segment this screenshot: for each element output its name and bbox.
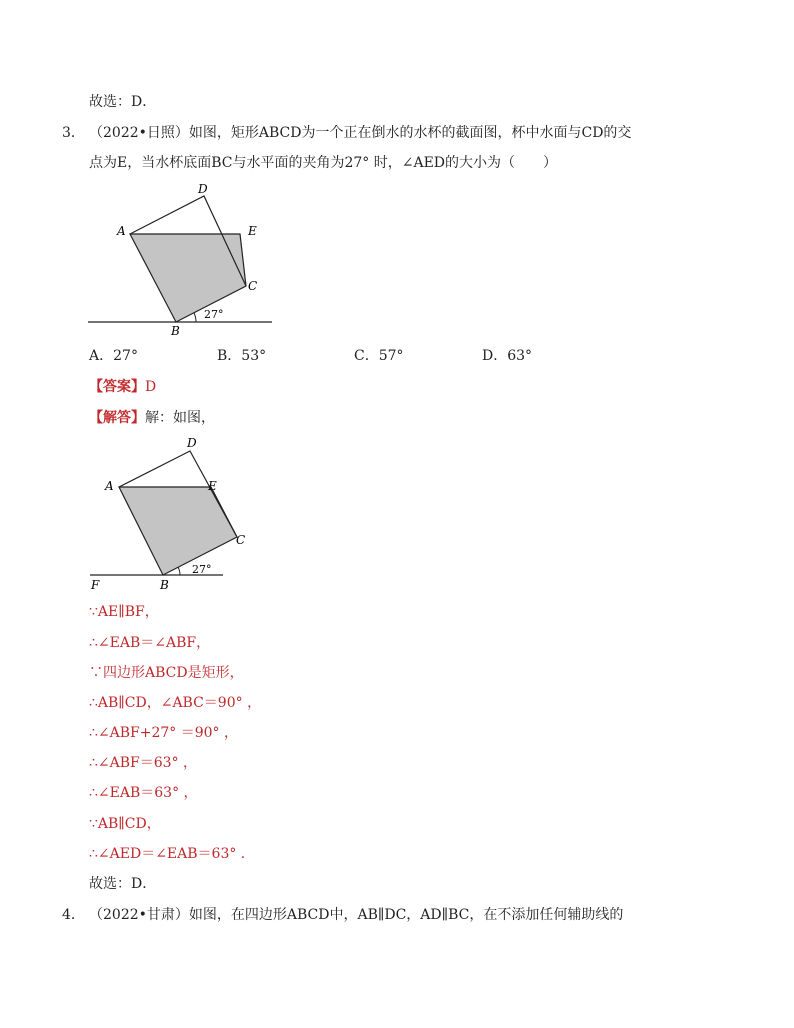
label2-D: D [187,436,197,450]
label-B: B [171,324,180,338]
water-region [130,234,246,322]
question-3-number: 3． [62,125,85,141]
solution-tag: 【解答】 [89,410,145,426]
option-d[interactable]: D．63° [482,348,533,364]
answer-value: D [145,379,157,395]
angle-label-2: 27° [192,563,212,576]
question-3-text-line1: （2022•日照）如图，矩形ABCD为一个正在倒水的水杯的截面图，杯中水面与CD的交 [89,125,632,141]
solution-line [89,408,215,428]
label2-B: B [160,578,169,592]
label2-C: C [236,533,246,547]
label2-E: E [208,479,217,493]
step-9: ∴∠AED＝∠EAB＝63° ． [89,846,255,862]
step-3: ∵四边形ABCD是矩形， [89,665,244,681]
step-6: ∴∠ABF＝63° ， [89,755,198,771]
option-a[interactable]: A．27° [89,348,138,364]
previous-answer-choice: 故选：D． [89,94,157,110]
step-7: ∴∠EAB＝63° ， [89,785,198,801]
final-choice: 故选：D． [89,876,157,892]
answer-tag: 【答案】 [89,379,145,395]
angle-arc [194,313,196,322]
step-4: ∴AB∥CD，∠ABC＝90° ， [89,695,262,711]
angle-arc-2 [178,567,180,575]
option-b[interactable]: B．53° [217,348,267,364]
options-row [89,346,589,366]
label-D: D [198,182,208,196]
label-A: A [117,224,126,238]
step-5: ∴∠ABF+27° ＝90° ， [89,725,239,741]
step-2: ∴∠EAB＝∠ABF， [89,635,211,651]
question-4-number: 4． [62,907,85,923]
label2-F: F [91,578,100,592]
question-3-text-line2: 点为E，当水杯底面BC与水平面的夹角为27° 时，∠AED的大小为（ ） [89,155,558,171]
option-c[interactable]: C．57° [354,348,404,364]
question-4-text-line1: （2022•甘肃）如图，在四边形ABCD中，AB∥DC，AD∥BC，在不添加任何辅助线的 [89,907,624,923]
solution-figure [80,433,270,598]
step-1: ∵AE∥BF， [89,604,159,620]
question-3-figure [80,178,290,343]
answer-line [89,377,156,397]
label-C: C [248,279,258,293]
label-E: E [248,224,257,238]
angle-label: 27° [204,308,224,321]
step-8: ∵AB∥CD， [89,816,161,832]
water-region-2 [119,487,237,575]
label2-A: A [105,479,114,493]
solution-intro: 解：如图， [145,410,215,426]
